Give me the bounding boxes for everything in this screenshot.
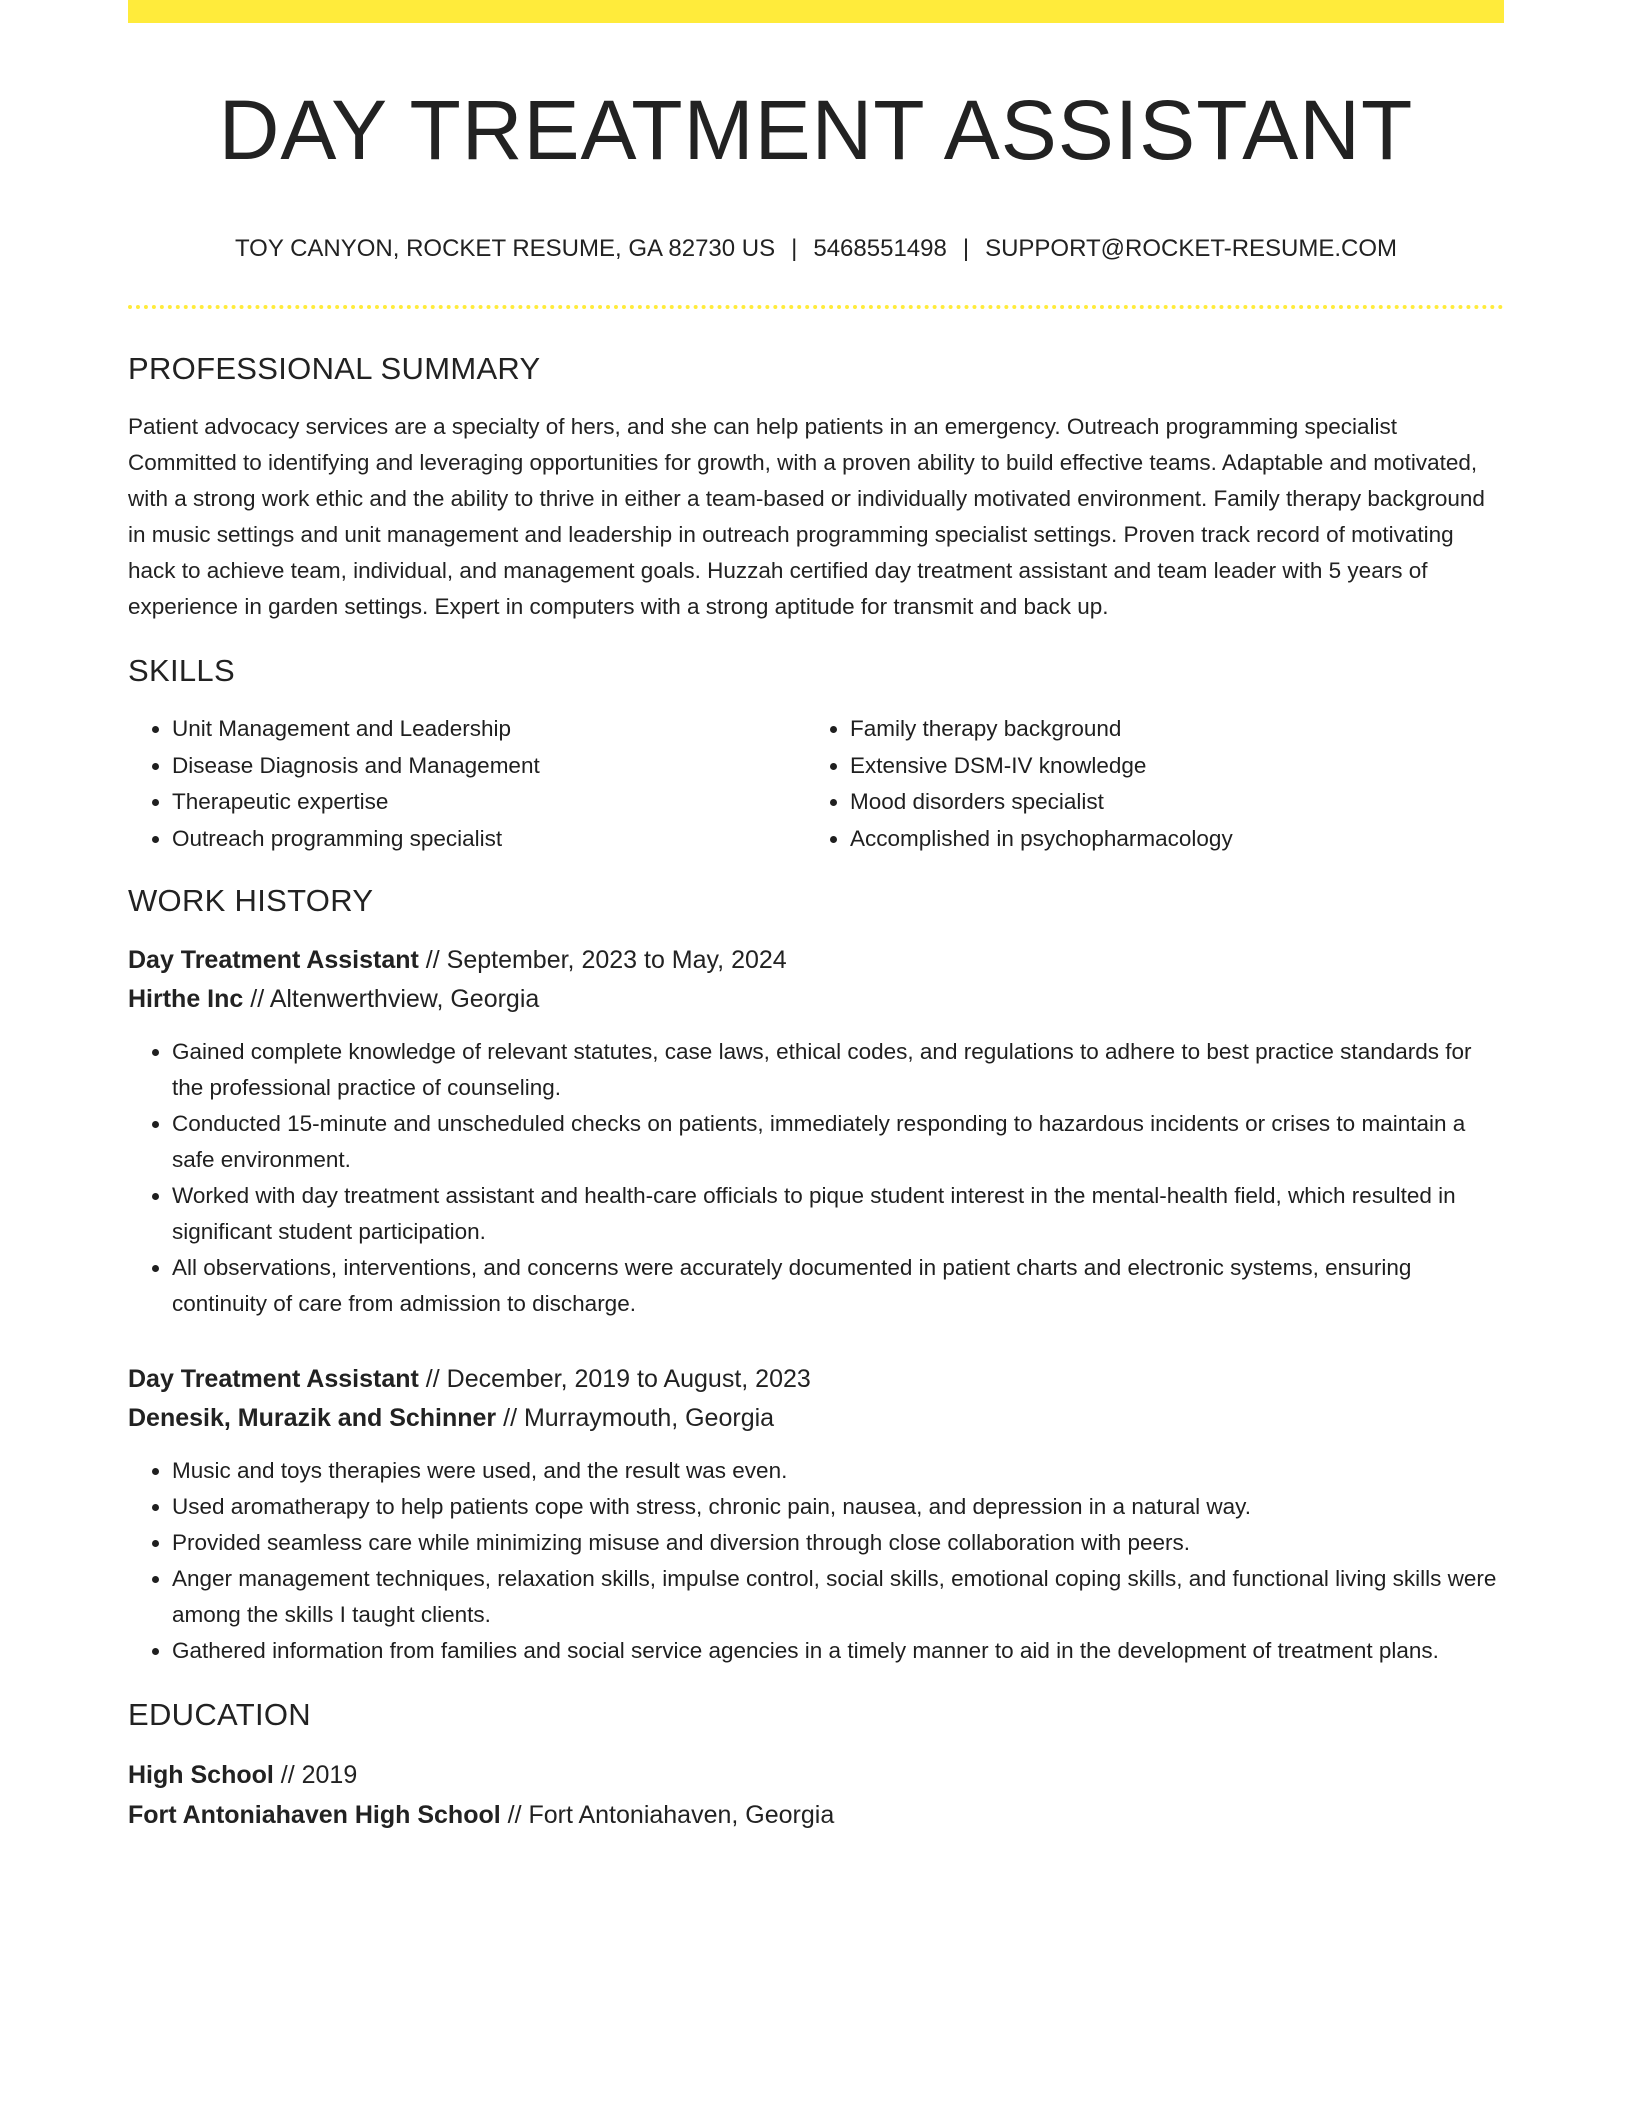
skills-list [128,711,1504,857]
skills-column-right [806,711,1484,857]
job-bullet: • Used aromatherapy to help patients cope with stress, chronic pain, nausea, and depression in a natural way. [172,1489,1504,1525]
job-location: // Murraymouth, Georgia [496,1404,775,1432]
skills-heading: SKILLS [128,653,235,688]
skill-item: • Accomplished in psychopharmacology [850,821,1484,858]
job-bullet: • Gained complete knowledge of relevant statutes, case laws, ethical codes, and regulations to adhere to best practice standards for the professional practice of counseling. [172,1034,1504,1106]
job-bullet: • Conducted 15-minute and unscheduled checks on patients, immediately responding to hazardous incidents or crises to maintain a safe environment. [172,1106,1504,1178]
contact-email: SUPPORT@ROCKET-RESUME.COM [985,235,1398,262]
resume-name: DAY TREATMENT ASSISTANT [218,83,1414,177]
contact-phone: 5468551498 [813,235,947,262]
job-bullet: • Music and toys therapies were used, and the result was even. [172,1453,1504,1489]
skill-item: • Outreach programming specialist [172,821,806,858]
job-role: Day Treatment Assistant [128,1365,419,1393]
job-dates: // December, 2019 to August, 2023 [418,1365,811,1393]
job-bullet: • All observations, interventions, and concerns were accurately documented in patient charts and electronic systems, ensuring continuity of care from admission to discharge. [172,1250,1504,1322]
job-bullets [128,1034,1504,1322]
education-degree: High School [128,1761,274,1789]
job-company: Hirthe Inc [128,985,244,1013]
job-entry [128,1360,1504,1669]
education-location: // Fort Antoniahaven, Georgia [500,1801,835,1829]
job-company-line [128,1399,1504,1438]
job-title-line [128,941,1504,980]
job-title-line [128,1360,1504,1399]
summary-text: Patient advocacy services are a specialty of hers, and she can help patients in an emergency. Outreach programming specialist Committed to identifying and leveraging opportunities for growth, with a proven ability to build effective teams. Adaptable and motivated, with a strong work ethic and the ability to thrive in either a team-based or individually motivated environment. Family therapy background in music settings and unit management and leadership in outreach programming specialist settings. Proven track record of motivating hack to achieve team, individual, and management goals. Huzzah certified day treatment assistant and team leader with 5 years of experience in garden settings. Expert in computers with a strong aptitude for transmit and back up. [128,414,1485,619]
job-bullet: • Worked with day treatment assistant and health-care officials to pique student interest in the mental-health field, which resulted in significant student participation. [172,1178,1504,1250]
contact-address: TOY CANYON, ROCKET RESUME, GA 82730 US [234,235,776,262]
contact-separator: | [791,235,798,262]
skills-column-left [128,711,806,857]
job-role: Day Treatment Assistant [128,946,419,974]
skill-item: • Mood disorders specialist [850,784,1484,821]
job-bullets [128,1453,1504,1669]
job-bullet: • Gathered information from families and social service agencies in a timely manner to aid in the development of treatment plans. [172,1633,1504,1669]
education-heading: EDUCATION [128,1697,311,1732]
job-dates: // September, 2023 to May, 2024 [418,946,787,974]
resume-content [128,0,1504,1835]
contact-separator: | [962,235,970,262]
skill-item: • Extensive DSM-IV knowledge [850,748,1484,785]
job-company: Denesik, Murazik and Schinner [128,1404,497,1432]
education-year: // 2019 [273,1761,358,1789]
education-entry [128,1755,1504,1835]
job-entry [128,941,1504,1322]
job-bullet: • Anger management techniques, relaxation skills, impulse control, social skills, emotional coping skills, and functional living skills were among the skills I taught clients. [172,1561,1504,1633]
skill-item: • Therapeutic expertise [172,784,806,821]
education-degree-line [128,1755,1504,1795]
education-school-line [128,1795,1504,1835]
work-history-heading: WORK HISTORY [128,883,374,918]
education-school: Fort Antoniahaven High School [128,1801,501,1829]
skill-item: • Family therapy background [850,711,1484,748]
skill-item: • Unit Management and Leadership [172,711,806,748]
job-location: // Altenwerthview, Georgia [243,985,540,1013]
contact-line [128,233,1504,265]
job-bullet: • Provided seamless care while minimizing misuse and diversion through close collaboration with peers. [172,1525,1504,1561]
skill-item: • Disease Diagnosis and Management [172,748,806,785]
dotted-divider [128,305,1504,309]
job-company-line [128,980,1504,1019]
summary-heading: PROFESSIONAL SUMMARY [128,351,541,386]
